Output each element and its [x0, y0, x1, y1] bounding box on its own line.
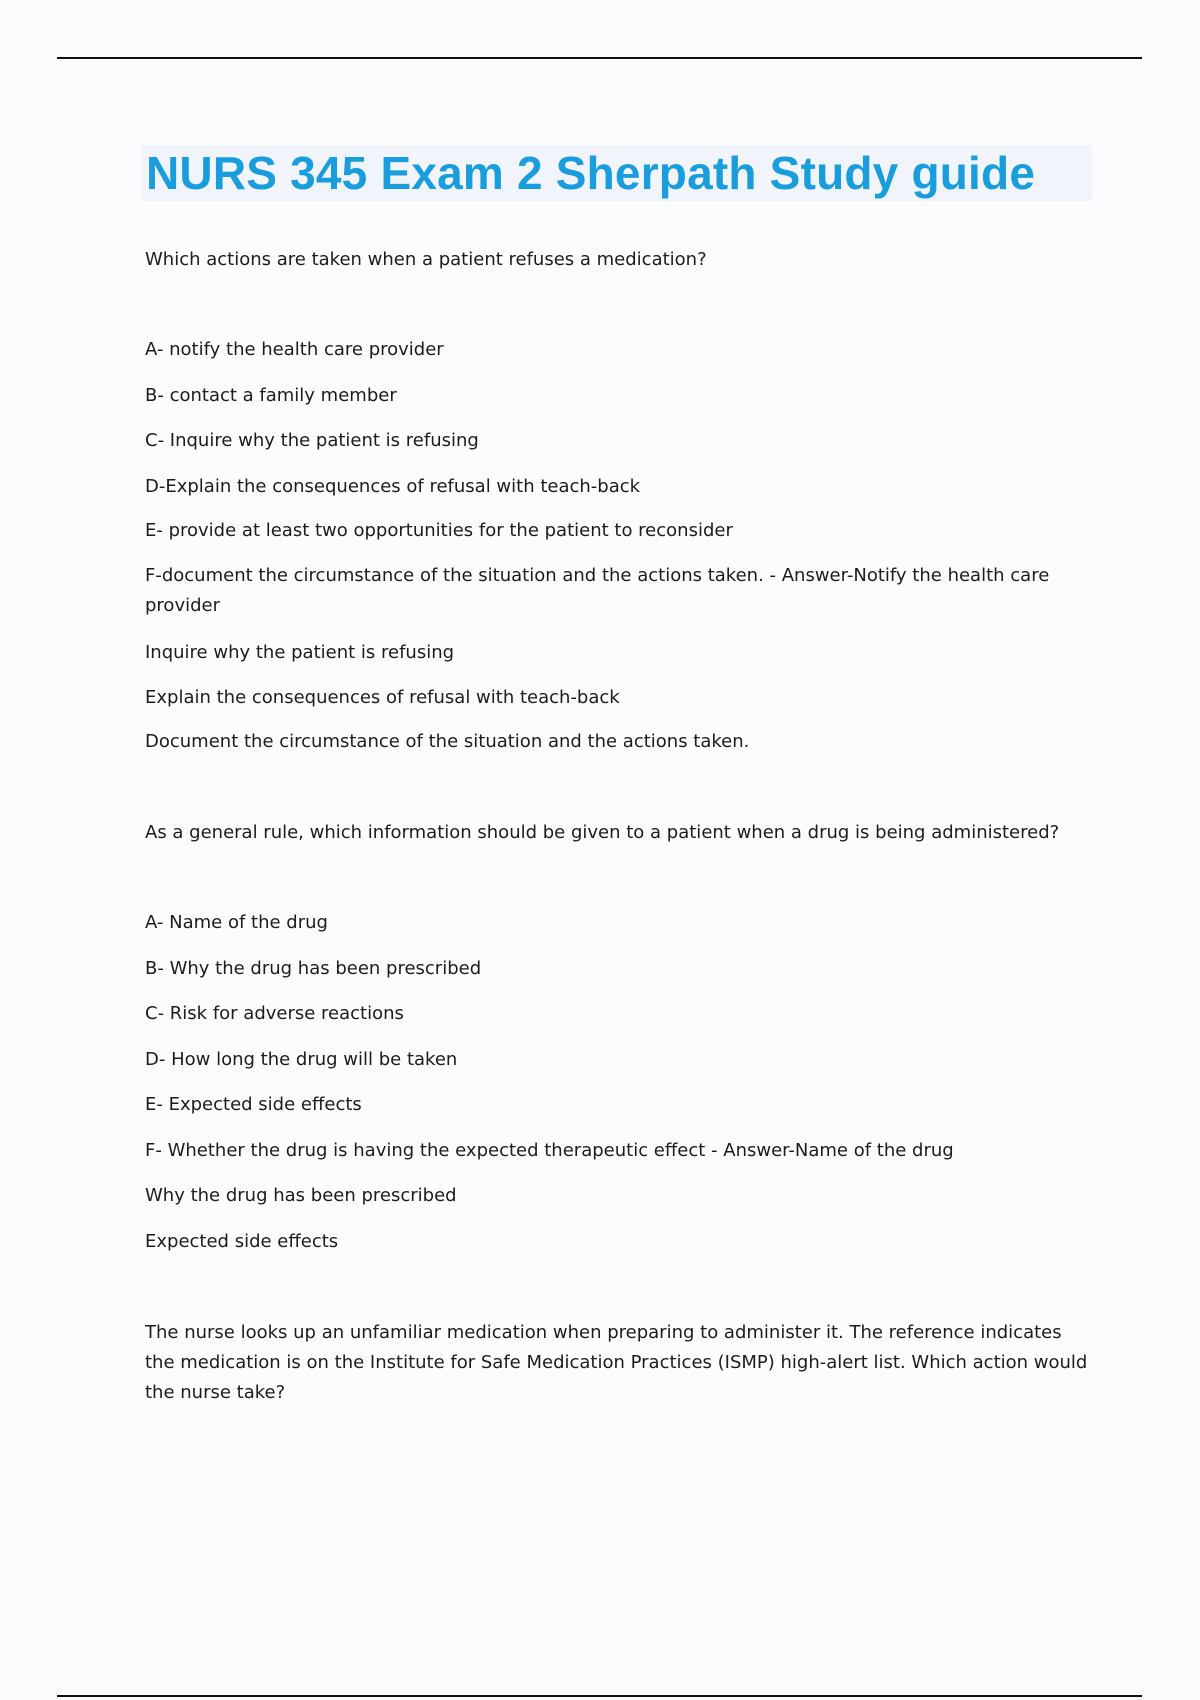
q1-option-f: F-document the circumstance of the situation and the actions taken. - Answer-Notify the health care provider [145, 565, 1050, 616]
q1-option-c: C- Inquire why the patient is refusing [145, 430, 479, 451]
q2-option-e: E- Expected side effects [145, 1094, 362, 1115]
q1-answer-2: Explain the consequences of refusal with teach-back [145, 687, 620, 708]
question-3: The nurse looks up an unfamiliar medication when preparing to administer it. The reference indicates the medication is on the Institute for Safe Medication Practices (ISMP) high-alert list. Which action would the nurse take? [145, 1322, 1088, 1403]
q1-option-b: B- contact a family member [145, 385, 397, 406]
q2-option-c: C- Risk for adverse reactions [145, 1003, 404, 1024]
page-title: NURS 345 Exam 2 Sherpath Study guide [146, 147, 1036, 199]
question-1: Which actions are taken when a patient refuses a medication? [145, 249, 707, 270]
q2-option-f: F- Whether the drug is having the expected therapeutic effect - Answer-Name of the drug [145, 1140, 954, 1161]
q1-option-d: D-Explain the consequences of refusal with teach-back [145, 476, 641, 497]
top-rule [57, 57, 1142, 59]
q2-option-d: D- How long the drug will be taken [145, 1049, 458, 1070]
q2-answer-2: Expected side effects [145, 1231, 339, 1252]
q1-option-a: A- notify the health care provider [145, 339, 444, 360]
q2-option-a: A- Name of the drug [145, 912, 328, 933]
q2-option-b: B- Why the drug has been prescribed [145, 958, 482, 979]
q1-option-e: E- provide at least two opportunities for the patient to reconsider [145, 520, 733, 541]
question-2: As a general rule, which information should be given to a patient when a drug is being administered? [145, 822, 1060, 843]
bottom-rule [57, 1695, 1142, 1697]
q1-answer-3: Document the circumstance of the situation and the actions taken. [145, 731, 750, 752]
q1-answer-1: Inquire why the patient is refusing [145, 642, 455, 663]
q2-answer-1: Why the drug has been prescribed [145, 1185, 457, 1206]
